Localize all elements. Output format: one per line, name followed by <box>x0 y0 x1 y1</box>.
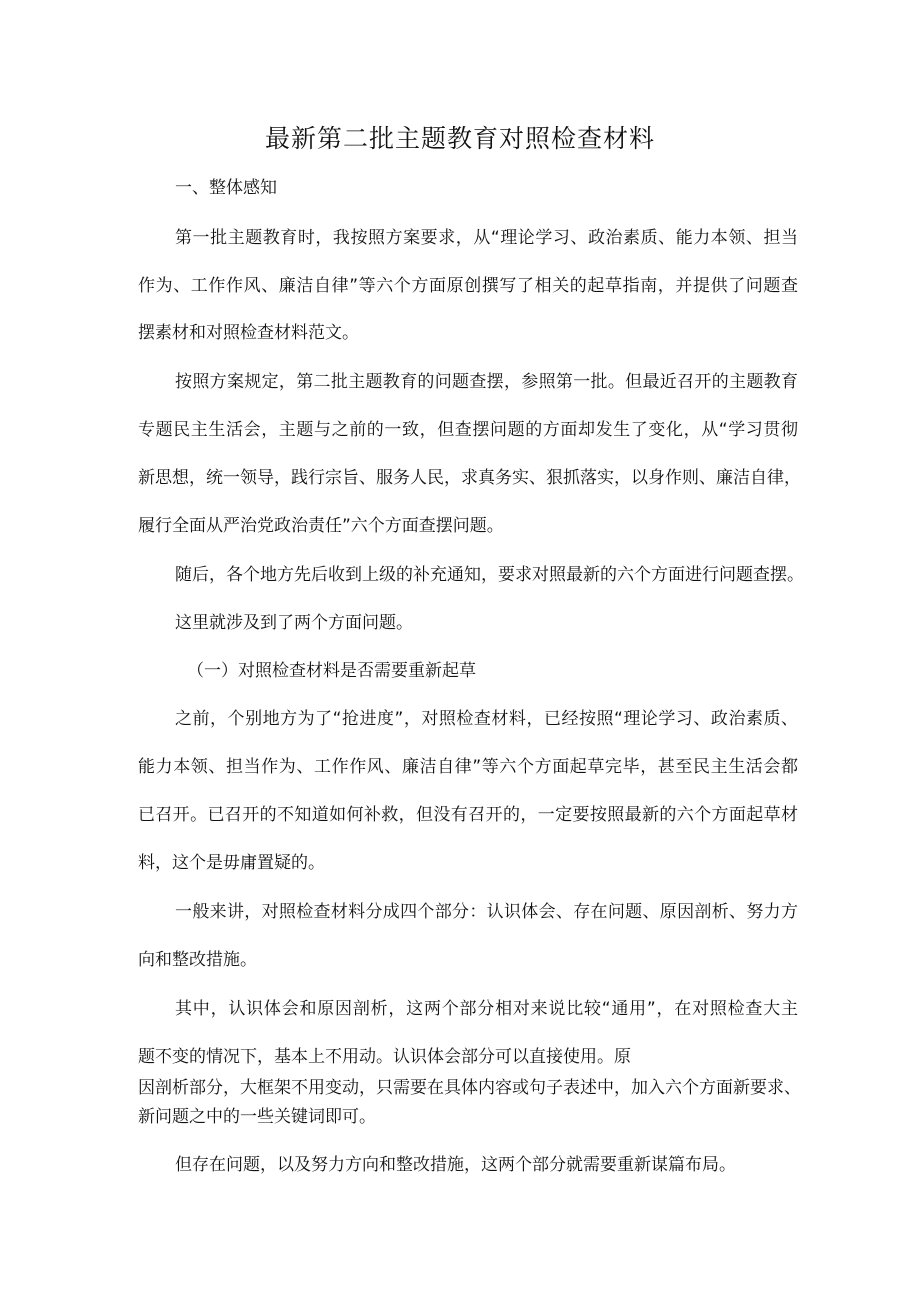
paragraph-line: 题不变的情况下，基本上不用动。认识体会部分可以直接使用。原 <box>138 1047 631 1067</box>
paragraph-line: 这里就涉及到了两个方面问题。 <box>175 613 413 633</box>
section-heading: 一、整体感知 <box>175 178 277 198</box>
paragraph-line: 新思想，统一领导，践行宗旨、服务人民，求真务实、狠抓落实，以身作则、廉洁自律， <box>138 468 801 488</box>
paragraph-line: 已召开。已召开的不知道如何补救，但没有召开的，一定要按照最新的六个方面起草材 <box>138 805 798 825</box>
paragraph-line: 新问题之中的一些关键词即可。 <box>138 1107 376 1127</box>
subsection-heading: （一）对照检查材料是否需要重新起草 <box>187 661 476 681</box>
paragraph-line: 因剖析部分，大框架不用变动，只需要在具体内容或句子表述中，加入六个方面新要求、 <box>138 1078 801 1098</box>
paragraph-line: 按照方案规定，第二批主题教育的问题查摆，参照第一批。但最近召开的主题教育 <box>175 372 798 392</box>
paragraph-line: 一般来讲，对照检查材料分成四个部分：认识体会、存在问题、原因剖析、努力方 <box>175 902 798 922</box>
document-title: 最新第二批主题教育对照检查材料 <box>264 124 655 153</box>
paragraph-line: 料，这个是毋庸置疑的。 <box>138 853 325 873</box>
paragraph-line: 但存在问题，以及努力方向和整改措施，这两个部分就需要重新谋篇布局。 <box>175 1155 736 1175</box>
paragraph-line: 作为、工作作风、廉洁自律”等六个方面原创撰写了相关的起草指南，并提供了问题查 <box>138 276 798 296</box>
paragraph-line: 能力本领、担当作为、工作作风、廉洁自律”等六个方面起草完毕，甚至民主生活会都 <box>138 757 798 777</box>
paragraph-line: 第一批主题教育时，我按照方案要求，从“理论学习、政治素质、能力本领、担当 <box>175 228 798 248</box>
paragraph-line: 专题民主生活会，主题与之前的一致，但查摆问题的方面却发生了变化，从“学习贯彻 <box>138 420 798 440</box>
paragraph-line: 之前，个别地方为了“抢进度”，对照检查材料，已经按照“理论学习、政治素质、 <box>175 709 798 729</box>
paragraph-line: 摆素材和对照检查材料范文。 <box>138 323 359 343</box>
paragraph-line: 履行全面从严治党政治责任”六个方面查摆问题。 <box>138 516 504 536</box>
paragraph-line: 其中，认识体会和原因剖析，这两个部分相对来说比较“通用”，在对照检查大主 <box>175 999 798 1019</box>
paragraph-line: 随后，各个地方先后收到上级的补充通知，要求对照最新的六个方面进行问题查摆。 <box>175 565 804 585</box>
paragraph-line: 向和整改措施。 <box>138 950 257 970</box>
